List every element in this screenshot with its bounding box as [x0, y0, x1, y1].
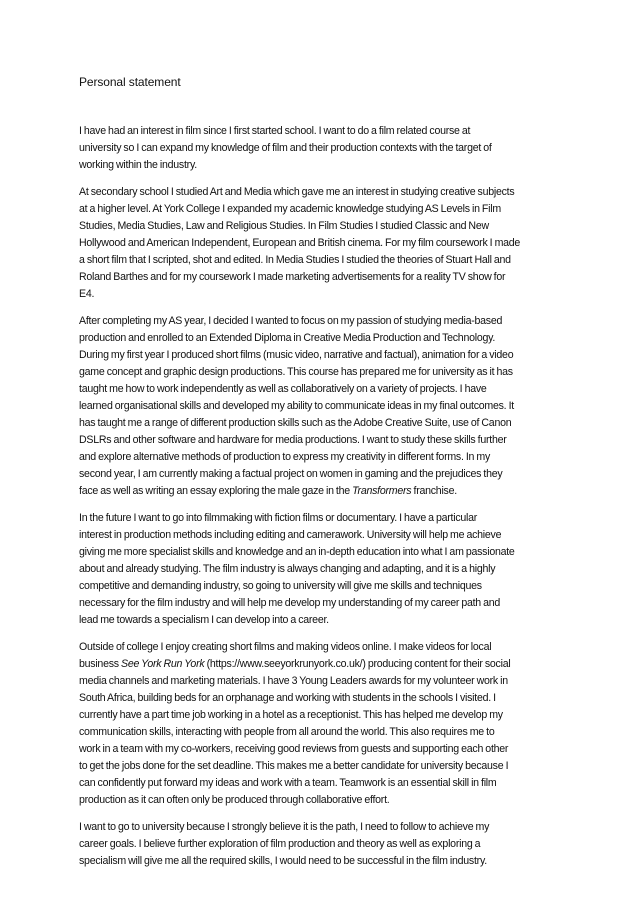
text-line: I have had an interest in film since I first started school. I want to do a film related course at — [79, 125, 471, 137]
paragraph-5 — [79, 639, 562, 809]
document-title: Personal statement — [79, 75, 181, 89]
text-line: interest in production methods including editing and camerawork. University will help me achieve — [79, 529, 502, 541]
text-run: franchise. — [411, 485, 457, 497]
text-line: second year, I am currently making a factual project on women in gaming and the prejudices they — [79, 468, 503, 480]
text-line: I want to go to university because I strongly believe it is the path, I need to follow to achieve my — [79, 821, 490, 833]
paragraph-2 — [79, 184, 562, 303]
text-line: During my first year I produced short films (music video, narrative and factual), animation for a video — [79, 349, 514, 361]
text-line: South Africa, building beds for an orphanage and working with students in the schools I visited. I — [79, 692, 496, 704]
text-line: learned organisational skills and developed my ability to communicate ideas in my final outcomes. It — [79, 400, 514, 412]
text-line: lead me towards a specialism I can develop into a career. — [79, 614, 329, 626]
text-line: university so I can expand my knowledge of film and their production contexts with the target of — [79, 142, 492, 154]
text-line: about and already studying. The film industry is always changing and adapting, and it is a highly — [79, 563, 496, 575]
text-line: At secondary school I studied Art and Media which gave me an interest in studying creative subjects — [79, 186, 515, 198]
text-line — [79, 483, 562, 500]
text-line: career goals. I believe further exploration of film production and theory as well as exploring a — [79, 838, 481, 850]
film-title-italic: Transformers — [352, 485, 412, 497]
text-line: production and enrolled to an Extended Diploma in Creative Media Production and Technology. — [79, 332, 496, 344]
text-run: business — [79, 658, 122, 670]
paragraph-4 — [79, 510, 562, 629]
text-line: Outside of college I enjoy creating short films and making videos online. I make videos for local — [79, 641, 492, 653]
text-line: at a higher level. At York College I expanded my academic knowledge studying AS Levels in Film — [79, 203, 501, 215]
text-line: Hollywood and American Independent, European and British cinema. For my film coursework I made — [79, 237, 521, 249]
text-line: production as it can often only be produced through collaborative effort. — [79, 794, 390, 806]
text-line: Studies, Media Studies, Law and Religious Studies. In Film Studies I studied Classic and New — [79, 220, 489, 232]
paragraph-1 — [79, 123, 562, 174]
paragraph-6 — [79, 819, 562, 870]
text-line: has taught me a range of different production skills such as the Adobe Creative Suite, use of Canon — [79, 417, 512, 429]
text-line: necessary for the film industry and will help me develop my understanding of my career path and — [79, 597, 501, 609]
text-run: face as well as writing an essay exploring the male gaze in the — [79, 485, 353, 497]
business-name-italic: See York Run York — [121, 658, 205, 670]
text-line: work in a team with my co-workers, receiving good reviews from guests and supporting each other — [79, 743, 509, 755]
text-line: a short film that I scripted, shot and edited. In Media Studies I studied the theories of Stuart Hall and — [79, 254, 511, 266]
text-run: (https://www.seeyorkrunyork.co.uk/) producing content for their social — [204, 658, 511, 670]
text-line: specialism will give me all the required skills, I would need to be successful in the film industry. — [79, 855, 487, 867]
text-line: can confidently put forward my ideas and work with a team. Teamwork is an essential skill in film — [79, 777, 497, 789]
text-line: to get the jobs done for the set deadline. This makes me a better candidate for university because I — [79, 760, 509, 772]
text-line: and explore alternative methods of production to express my creativity in different forms. In my — [79, 451, 491, 463]
text-line: game concept and graphic design productions. This course has prepared me for university as it has — [79, 366, 513, 378]
text-line: giving me more specialist skills and knowledge and an in-depth education into what I am passionate — [79, 546, 515, 558]
text-line: media channels and marketing materials. I have 3 Young Leaders awards for my volunteer work in — [79, 675, 508, 687]
text-line: Roland Barthes and for my coursework I made marketing advertisements for a reality TV show for — [79, 271, 506, 283]
text-line: competitive and demanding industry, so going to university will give me skills and techniques — [79, 580, 482, 592]
text-line: In the future I want to go into filmmaking with fiction films or documentary. I have a particular — [79, 512, 478, 524]
document-page — [79, 74, 562, 880]
text-line — [79, 656, 562, 673]
text-line: working within the industry. — [79, 159, 197, 171]
text-line: currently have a part time job working in a hotel as a receptionist. This has helped me develop my — [79, 709, 503, 721]
paragraph-3 — [79, 313, 562, 500]
text-line: communication skills, interacting with people from all around the world. This also requires me to — [79, 726, 495, 738]
text-line: After completing my AS year, I decided I wanted to focus on my passion of studying media-based — [79, 315, 503, 327]
text-line: taught me how to work independently as well as collaboratively on a variety of projects. I have — [79, 383, 487, 395]
text-line: E4. — [79, 288, 95, 300]
text-line: DSLRs and other software and hardware for media productions. I want to study these skills further — [79, 434, 507, 446]
